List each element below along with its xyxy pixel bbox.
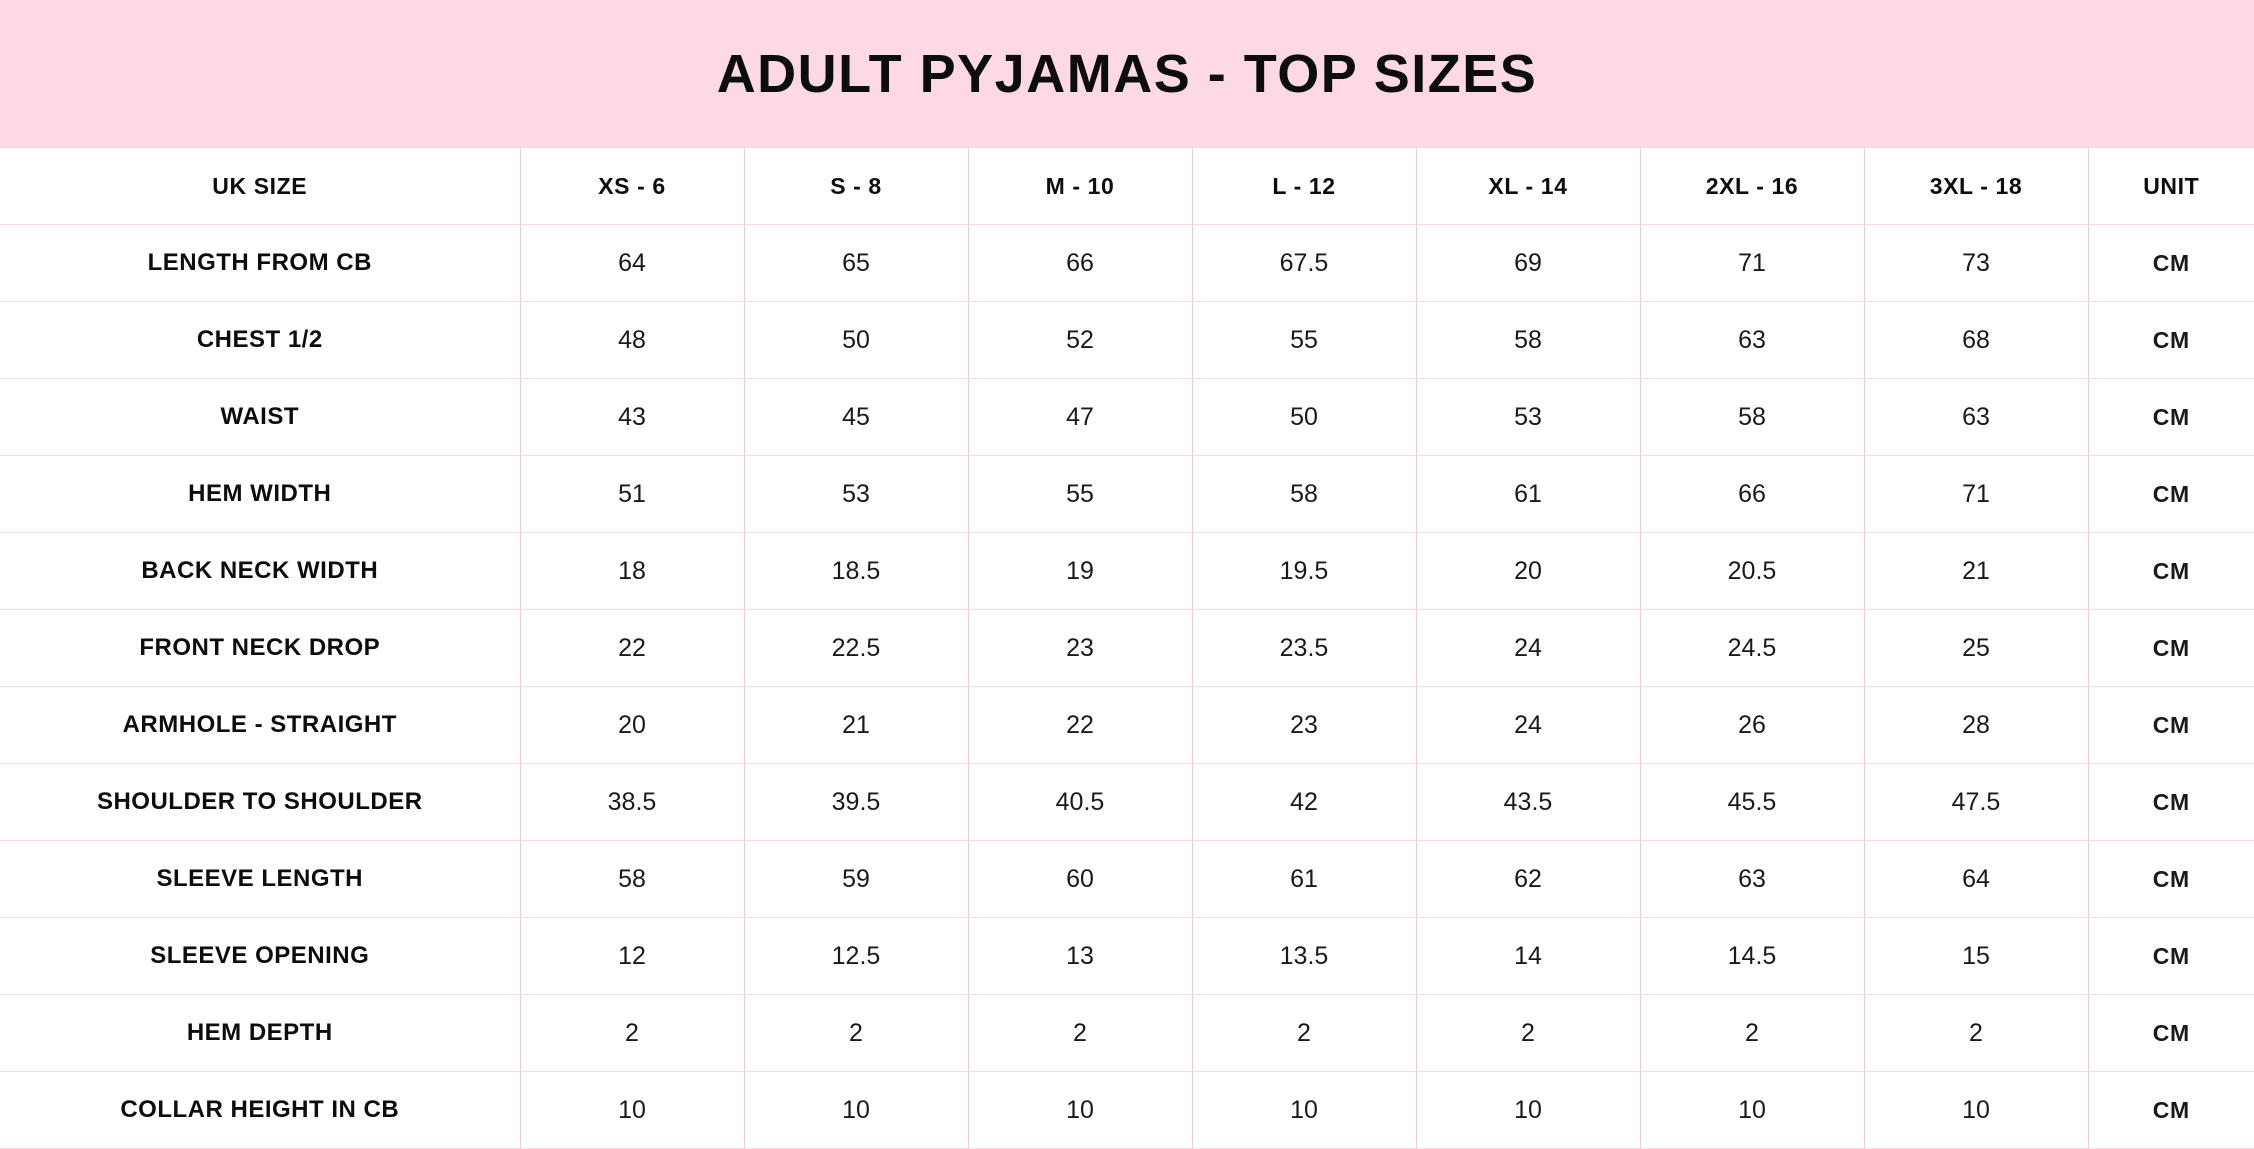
table-row [0, 533, 2254, 610]
measurement-value: 65 [744, 225, 968, 302]
page-title: ADULT PYJAMAS - TOP SIZES [716, 44, 1538, 104]
measurement-unit: CM [2088, 225, 2254, 302]
measurement-value: 58 [1640, 379, 1864, 456]
measurement-value: 13 [968, 918, 1192, 995]
measurement-value: 63 [1640, 841, 1864, 918]
measurement-value: 26 [1640, 687, 1864, 764]
measurement-unit: CM [2088, 764, 2254, 841]
measurement-label: LENGTH FROM CB [0, 225, 520, 302]
measurement-value: 66 [968, 225, 1192, 302]
table-body [0, 225, 2254, 1149]
measurement-value: 64 [1864, 841, 2088, 918]
measurement-value: 53 [744, 456, 968, 533]
table-row [0, 1072, 2254, 1149]
measurement-value: 60 [968, 841, 1192, 918]
measurement-unit: CM [2088, 379, 2254, 456]
measurement-label: SLEEVE OPENING [0, 918, 520, 995]
measurement-unit: CM [2088, 687, 2254, 764]
measurement-label: COLLAR HEIGHT IN CB [0, 1072, 520, 1149]
measurement-unit: CM [2088, 1072, 2254, 1149]
measurement-label: CHEST 1/2 [0, 302, 520, 379]
measurement-value: 12.5 [744, 918, 968, 995]
measurement-value: 25 [1864, 610, 2088, 687]
column-header-3xl-18: 3XL - 18 [1864, 148, 2088, 225]
measurement-value: 39.5 [744, 764, 968, 841]
measurement-value: 10 [1416, 1072, 1640, 1149]
table-row [0, 995, 2254, 1072]
measurement-value: 43.5 [1416, 764, 1640, 841]
measurement-value: 18 [520, 533, 744, 610]
measurement-value: 23 [1192, 687, 1416, 764]
measurement-value: 61 [1192, 841, 1416, 918]
measurement-value: 53 [1416, 379, 1640, 456]
measurement-value: 2 [1192, 995, 1416, 1072]
measurement-value: 20.5 [1640, 533, 1864, 610]
measurement-value: 55 [1192, 302, 1416, 379]
measurement-label: FRONT NECK DROP [0, 610, 520, 687]
table-row [0, 456, 2254, 533]
measurement-value: 40.5 [968, 764, 1192, 841]
measurement-value: 71 [1864, 456, 2088, 533]
measurement-value: 22.5 [744, 610, 968, 687]
measurement-value: 15 [1864, 918, 2088, 995]
measurement-value: 47.5 [1864, 764, 2088, 841]
measurement-value: 12 [520, 918, 744, 995]
measurement-unit: CM [2088, 841, 2254, 918]
column-header-s-8: S - 8 [744, 148, 968, 225]
measurement-value: 10 [520, 1072, 744, 1149]
column-header-xl-14: XL - 14 [1416, 148, 1640, 225]
measurement-value: 10 [968, 1072, 1192, 1149]
measurement-value: 23.5 [1192, 610, 1416, 687]
measurement-value: 2 [1416, 995, 1640, 1072]
measurement-value: 24.5 [1640, 610, 1864, 687]
measurement-value: 21 [1864, 533, 2088, 610]
measurement-value: 55 [968, 456, 1192, 533]
measurement-value: 45 [744, 379, 968, 456]
measurement-value: 63 [1864, 379, 2088, 456]
measurement-value: 42 [1192, 764, 1416, 841]
measurement-value: 58 [1192, 456, 1416, 533]
measurement-value: 63 [1640, 302, 1864, 379]
measurement-value: 20 [1416, 533, 1640, 610]
measurement-value: 69 [1416, 225, 1640, 302]
measurement-value: 14 [1416, 918, 1640, 995]
measurement-value: 48 [520, 302, 744, 379]
measurement-value: 23 [968, 610, 1192, 687]
measurement-value: 58 [520, 841, 744, 918]
measurement-value: 73 [1864, 225, 2088, 302]
table-header [0, 148, 2254, 225]
measurement-value: 28 [1864, 687, 2088, 764]
measurement-value: 45.5 [1640, 764, 1864, 841]
measurement-value: 2 [744, 995, 968, 1072]
measurement-value: 51 [520, 456, 744, 533]
measurement-unit: CM [2088, 533, 2254, 610]
table-row [0, 687, 2254, 764]
measurement-value: 58 [1416, 302, 1640, 379]
measurement-value: 71 [1640, 225, 1864, 302]
title-bar [0, 0, 2254, 148]
measurement-value: 19 [968, 533, 1192, 610]
measurement-value: 47 [968, 379, 1192, 456]
measurement-value: 14.5 [1640, 918, 1864, 995]
table-row [0, 841, 2254, 918]
measurement-value: 22 [968, 687, 1192, 764]
measurement-value: 59 [744, 841, 968, 918]
measurement-value: 62 [1416, 841, 1640, 918]
measurement-value: 22 [520, 610, 744, 687]
measurement-value: 18.5 [744, 533, 968, 610]
measurement-value: 43 [520, 379, 744, 456]
table-row [0, 610, 2254, 687]
measurement-value: 19.5 [1192, 533, 1416, 610]
measurement-value: 24 [1416, 610, 1640, 687]
measurement-label: HEM DEPTH [0, 995, 520, 1072]
measurement-value: 13.5 [1192, 918, 1416, 995]
measurement-value: 21 [744, 687, 968, 764]
measurement-value: 10 [744, 1072, 968, 1149]
measurement-value: 50 [744, 302, 968, 379]
table-row [0, 225, 2254, 302]
table-row [0, 764, 2254, 841]
measurement-unit: CM [2088, 302, 2254, 379]
measurement-value: 38.5 [520, 764, 744, 841]
measurement-label: SHOULDER TO SHOULDER [0, 764, 520, 841]
measurement-value: 2 [520, 995, 744, 1072]
measurement-value: 2 [1864, 995, 2088, 1072]
size-measurements-table [0, 148, 2254, 1149]
measurement-value: 61 [1416, 456, 1640, 533]
measurement-value: 10 [1192, 1072, 1416, 1149]
measurement-value: 67.5 [1192, 225, 1416, 302]
measurement-unit: CM [2088, 610, 2254, 687]
measurement-label: BACK NECK WIDTH [0, 533, 520, 610]
measurement-value: 2 [1640, 995, 1864, 1072]
measurement-value: 24 [1416, 687, 1640, 764]
column-header-xs-6: XS - 6 [520, 148, 744, 225]
measurement-value: 20 [520, 687, 744, 764]
measurement-value: 64 [520, 225, 744, 302]
column-header-m-10: M - 10 [968, 148, 1192, 225]
measurement-label: WAIST [0, 379, 520, 456]
table-row [0, 302, 2254, 379]
column-header-2xl-16: 2XL - 16 [1640, 148, 1864, 225]
measurement-value: 2 [968, 995, 1192, 1072]
measurement-value: 66 [1640, 456, 1864, 533]
column-header-unit: UNIT [2088, 148, 2254, 225]
measurement-value: 10 [1864, 1072, 2088, 1149]
table-row [0, 379, 2254, 456]
measurement-value: 50 [1192, 379, 1416, 456]
column-header-uk-size: UK SIZE [0, 148, 520, 225]
table-header-row [0, 148, 2254, 225]
measurement-unit: CM [2088, 918, 2254, 995]
measurement-unit: CM [2088, 456, 2254, 533]
column-header-l-12: L - 12 [1192, 148, 1416, 225]
measurement-value: 68 [1864, 302, 2088, 379]
measurement-label: SLEEVE LENGTH [0, 841, 520, 918]
table-row [0, 918, 2254, 995]
measurement-label: ARMHOLE - STRAIGHT [0, 687, 520, 764]
measurement-value: 52 [968, 302, 1192, 379]
measurement-unit: CM [2088, 995, 2254, 1072]
measurement-value: 10 [1640, 1072, 1864, 1149]
measurement-label: HEM WIDTH [0, 456, 520, 533]
